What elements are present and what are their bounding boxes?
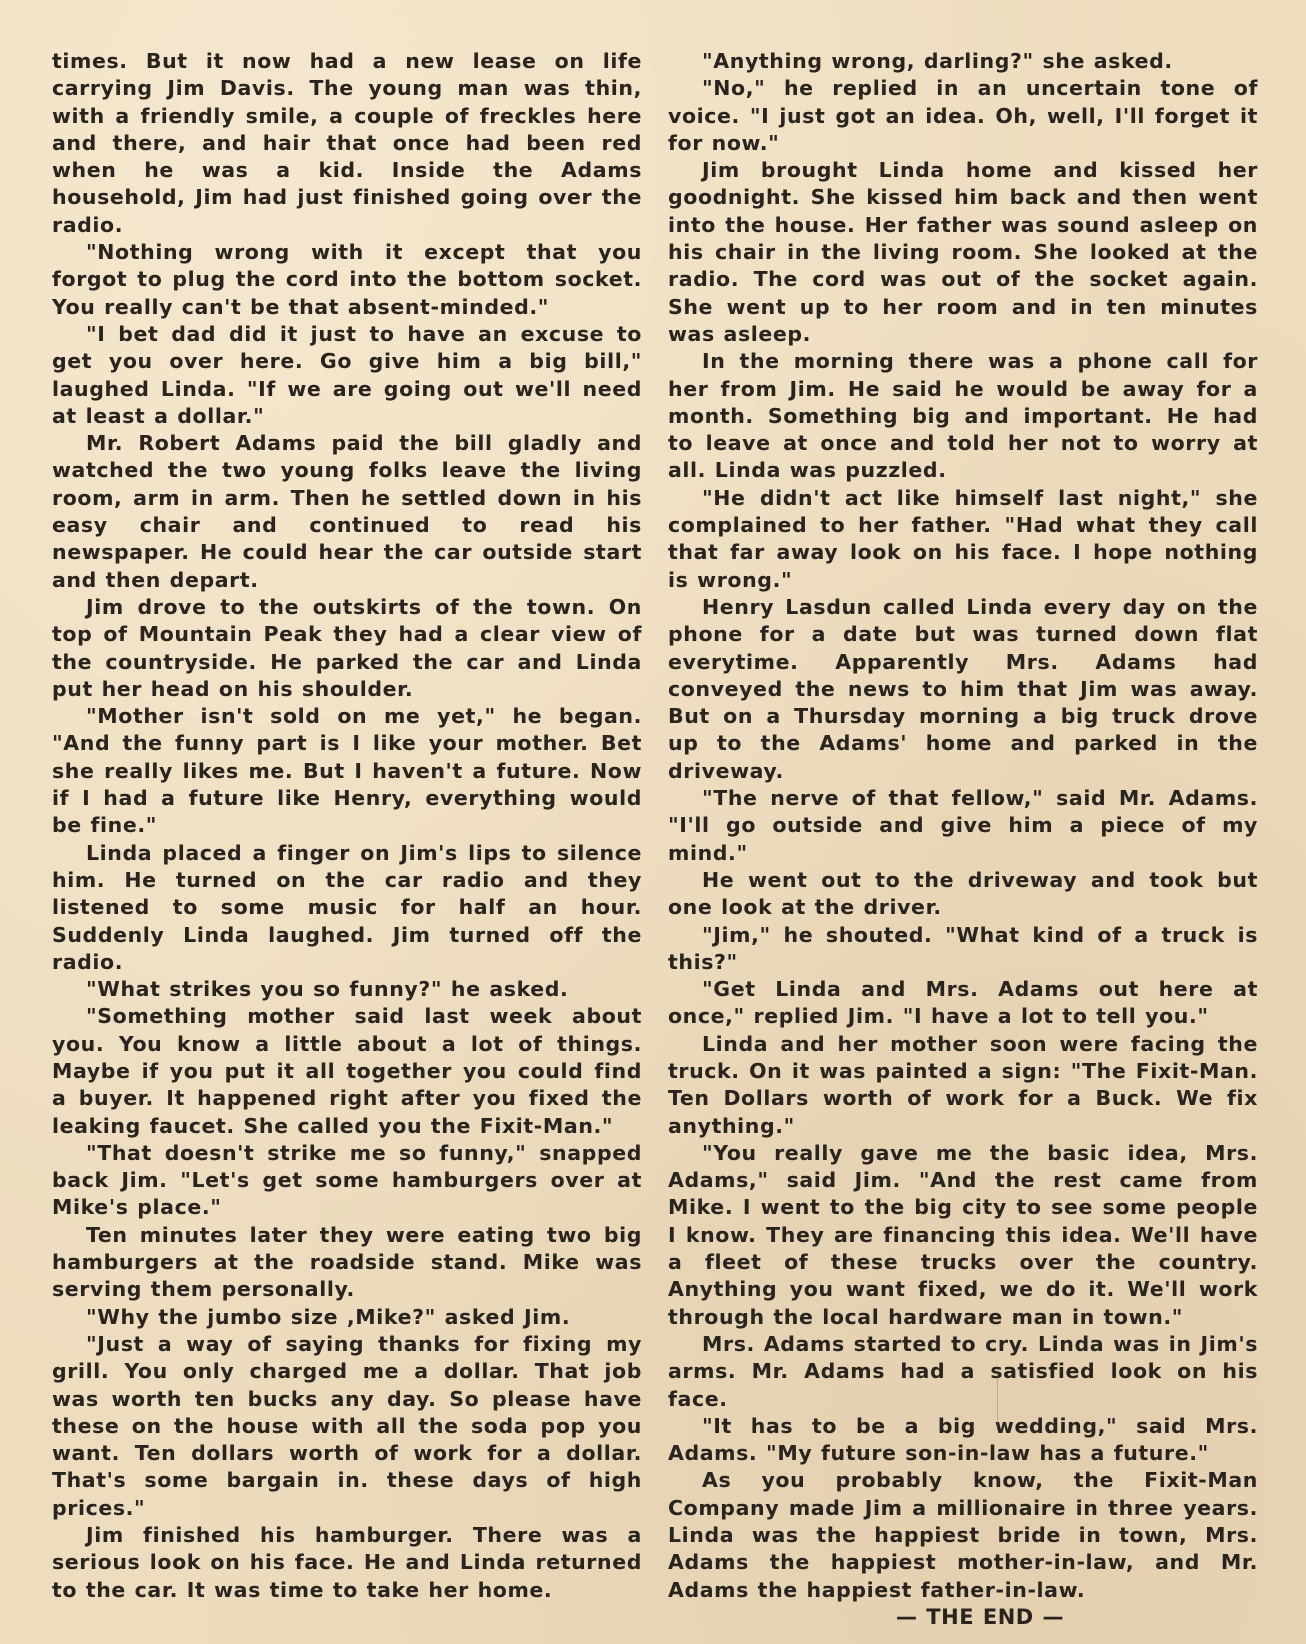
paragraph: "It has to be a big wedding," said Mrs. Adams. "My future son-in-law has a future." (668, 1413, 1258, 1466)
paragraph: Linda and her mother soon were facing the truck. On it was painted a sign: "The Fixit-Man. Ten Dollars worth of work for a Buck. We fix anything." (668, 1031, 1258, 1138)
paragraph: "Just a way of saying thanks for fixing my grill. You only charged me a dollar. That job was worth ten bucks any day. So please have these on the house with all the soda pop you want. Ten dollars worth of work for a dollar. That's some bargain in. these days of high prices." (52, 1331, 642, 1520)
paragraph: times. But it now had a new lease on life carrying Jim Davis. The young man was thin, with a friendly smile, a couple of freckles here and there, and hair that once had been red when he was a kid. Inside the Adams household, Jim had just finished going over the radio. (52, 49, 642, 237)
paragraph: Mr. Robert Adams paid the bill gladly and watched the two young folks leave the living room, arm in arm. Then he settled down in his easy chair and continued to read his newspaper. He could hear the car outside start and then depart. (52, 431, 642, 592)
paragraph: "You really gave me the basic idea, Mrs. Adams," said Jim. "And the rest came from Mike. I went to the big city to see some people I know. They are financing this idea. We'll have a fleet of these trucks over the country. Anything you want fixed, we do it. We'll work through the local hardware man in town." (668, 1140, 1258, 1329)
paragraph: Jim drove to the outskirts of the town. On top of Mountain Peak they had a clear view of the countryside. He parked the car and Linda put her head on his shoulder. (52, 594, 642, 701)
paragraph: Jim brought Linda home and kissed her goodnight. She kissed him back and then went into the house. Her father was sound asleep on his chair in the living room. She looked at the radio. The cord was out of the socket again. She went up to her room and in ten minutes was asleep. (668, 158, 1258, 346)
paragraph: "Mother isn't sold on me yet," he began. "And the funny part is I like your mother. Bet she really likes me. But I haven't a future. Now if I had a future like Henry, everything would be fine." (52, 704, 642, 838)
paragraph: "What strikes you so funny?" he asked. (86, 977, 569, 1002)
paragraph: In the morning there was a phone call for her from Jim. He said he would be away for a month. Something big and important. He had to leave at once and told her not to worry at all. Linda was puzzled. (668, 349, 1258, 483)
right-column (668, 48, 1258, 1631)
paragraph: "Nothing wrong with it except that you forgot to plug the cord into the bottom socket. You really can't be that absent-minded." (52, 240, 642, 319)
paper-crease (997, 1370, 998, 1430)
paragraph: Mrs. Adams started to cry. Linda was in Jim's arms. Mr. Adams had a satisfied look on his face. (668, 1331, 1258, 1411)
paragraph: "I bet dad did it just to have an excuse to get you over here. Go give him a big bill," laughed Linda. "If we are going out we'll need at least a dollar." (52, 321, 642, 428)
paragraph: "Jim," he shouted. "What kind of a truck is this?" (668, 922, 1258, 974)
paragraph: "He didn't act like himself last night," she complained to her father. "Had what they call that far away look on his face. I hope nothing is wrong." (668, 485, 1258, 592)
paragraph: "Something mother said last week about you. You know a little about a lot of things. Maybe if you put it all together you could find a buyer. It happened right after you fixed the leaking faucet. She called you the Fixit-Man." (52, 1004, 642, 1138)
paragraph: Linda placed a finger on Jim's lips to silence him. He turned on the car radio and they listened to some music for half an hour. Suddenly Linda laughed. Jim turned off the radio. (52, 840, 642, 974)
paragraph: "Why the jumbo size ,Mike?" asked Jim. (86, 1304, 571, 1329)
paragraph: Ten minutes later they were eating two big hamburgers at the roadside stand. Mike was serving them personally. (52, 1222, 642, 1302)
the-end-marker: — THE END — (895, 1604, 1065, 1629)
left-column (52, 48, 642, 1604)
paragraph: Henry Lasdun called Linda every day on the phone for a date but was turned down flat everytime. Apparently Mrs. Adams had conveyed the news to him that Jim was away. But on a Thursday morning a big truck drove up to the Adams' home and parked in the driveway. (668, 594, 1258, 783)
paragraph: "Get Linda and Mrs. Adams out here at once," replied Jim. "I have a lot to tell you." (668, 977, 1258, 1029)
paragraph: Jim finished his hamburger. There was a serious look on his face. He and Linda returned to the car. It was time to take her home. (52, 1523, 642, 1602)
paragraph: "That doesn't strike me so funny," snapped back Jim. "Let's get some hamburgers over at Mike's place." (52, 1140, 642, 1220)
paragraph: He went out to the driveway and took but one look at the driver. (668, 867, 1258, 920)
paragraph: As you probably know, the Fixit-Man Company made Jim a millionaire in three years. Linda was the happiest bride in town, Mrs. Adams the happiest mother-in-law, and Mr. Adams the happiest father-in-law. (668, 1468, 1258, 1602)
paragraph: "The nerve of that fellow," said Mr. Adams. "I'll go outside and give him a piece of my mind." (668, 786, 1258, 865)
paragraph: "No," he replied in an uncertain tone of voice. "I just got an idea. Oh, well, I'll forget it for now." (668, 76, 1258, 155)
paragraph: "Anything wrong, darling?" she asked. (702, 49, 1173, 73)
